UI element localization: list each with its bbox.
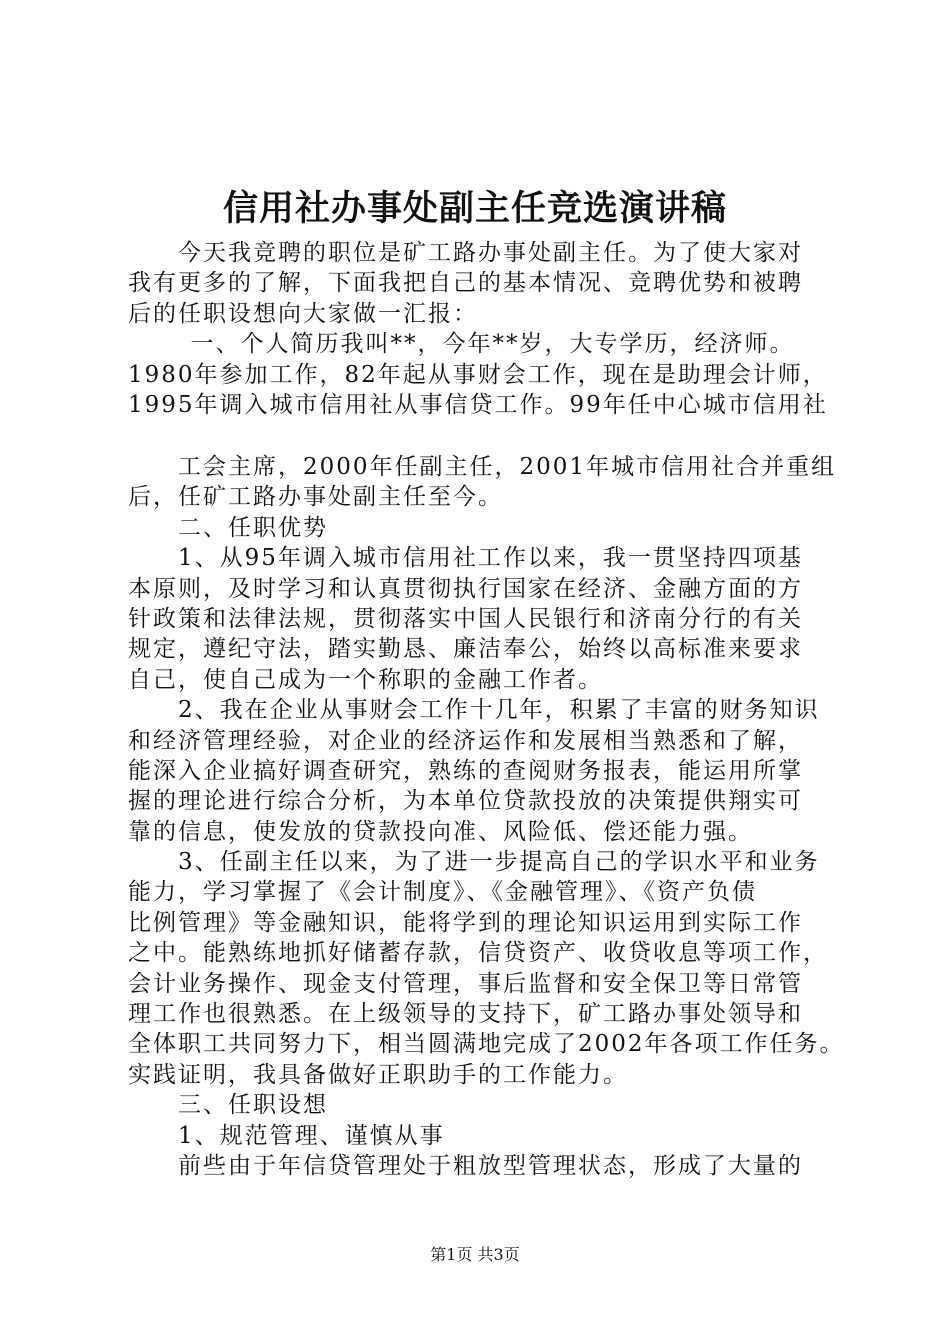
text-line: 1980年参加工作，82年起从事财会工作，现在是助理会计师， [128,361,828,388]
text-line: 针政策和法律法规，贯彻落实中国人民银行和济南分行的有关 [128,605,803,632]
text-line: 后的任职设想向大家做一汇报： [128,300,478,327]
text-line: 今天我竞聘的职位是矿工路办事处副主任。为了使大家对 [178,240,803,266]
page-footer: 第1页 共3页 [430,1245,520,1264]
text-line: 能深入企业搞好调查研究，熟练的查阅财务报表，能运用所掌 [128,757,803,784]
text-line: 自己，使自己成为一个称职的金融工作者。 [128,666,603,693]
text-line: 本原则，及时学习和认真贯彻执行国家在经济、金融方面的方 [128,575,803,602]
text-line: 握的理论进行综合分析，为本单位贷款投放的决策提供翔实可 [128,788,803,815]
text-line: 三、任职设想 [178,1092,328,1119]
text-line: 一、个人简历我叫**，今年**岁，大专学历，经济师。 [190,331,795,358]
text-line: 工会主席，2000年任副主任，2001年城市信用社合并重组 [178,454,837,480]
text-line: 之中。能熟练地抓好储蓄存款，信贷资产、收贷收息等项工作， [128,940,828,967]
text-line: 后，任矿工路办事处副主任至今。 [128,484,503,511]
text-line: 实践证明，我具备做好正职助手的工作能力。 [128,1061,628,1088]
text-line: 1、规范管理、谨慎从事 [178,1122,445,1149]
text-line: 1、从95年调入城市信用社工作以来，我一贯坚持四项基 [178,545,803,572]
text-line: 能力，学习掌握了《会计制度》、《金融管理》、《资产负债 [128,879,757,906]
text-line: 全体职工共同努力下，相当圆满地完成了2002年各项工作任务。 [128,1031,845,1058]
text-line: 比例管理》等金融知识，能将学到的理论知识运用到实际工作 [128,909,803,936]
text-line: 会计业务操作、现金支付管理，事后监督和安全保卫等日常管 [128,970,803,997]
text-line: 2、我在企业从事财会工作十几年，积累了丰富的财务知识 [178,697,820,724]
text-line: 和经济管理经验，对企业的经济运作和发展相当熟悉和了解， [128,727,803,754]
text-block-1 [128,238,840,420]
text-line: 1995年调入城市信用社从事信贷工作。99年任中心城市信用社 [128,391,828,418]
text-line: 3、任副主任以来，为了进一步提高自己的学识水平和业务 [178,849,820,876]
text-line: 规定，遵纪守法，踏实勤恳、廉洁奉公，始终以高标准来要求 [128,636,803,663]
text-line: 我有更多的了解，下面我把自己的基本情况、竞聘优势和被聘 [128,270,803,297]
text-line: 二、任职优势 [178,514,328,541]
text-line: 前些由于年信贷管理处于粗放型管理状态，形成了大量的 [178,1152,803,1179]
document-title: 信用社办事处副主任竞选演讲稿 [222,188,727,229]
text-line: 理工作也很熟悉。在上级领导的支持下，矿工路办事处领导和 [128,1001,803,1028]
text-line: 靠的信息，使发放的贷款投向准、风险低、偿还能力强。 [128,818,753,845]
text-block-2 [128,452,845,1181]
